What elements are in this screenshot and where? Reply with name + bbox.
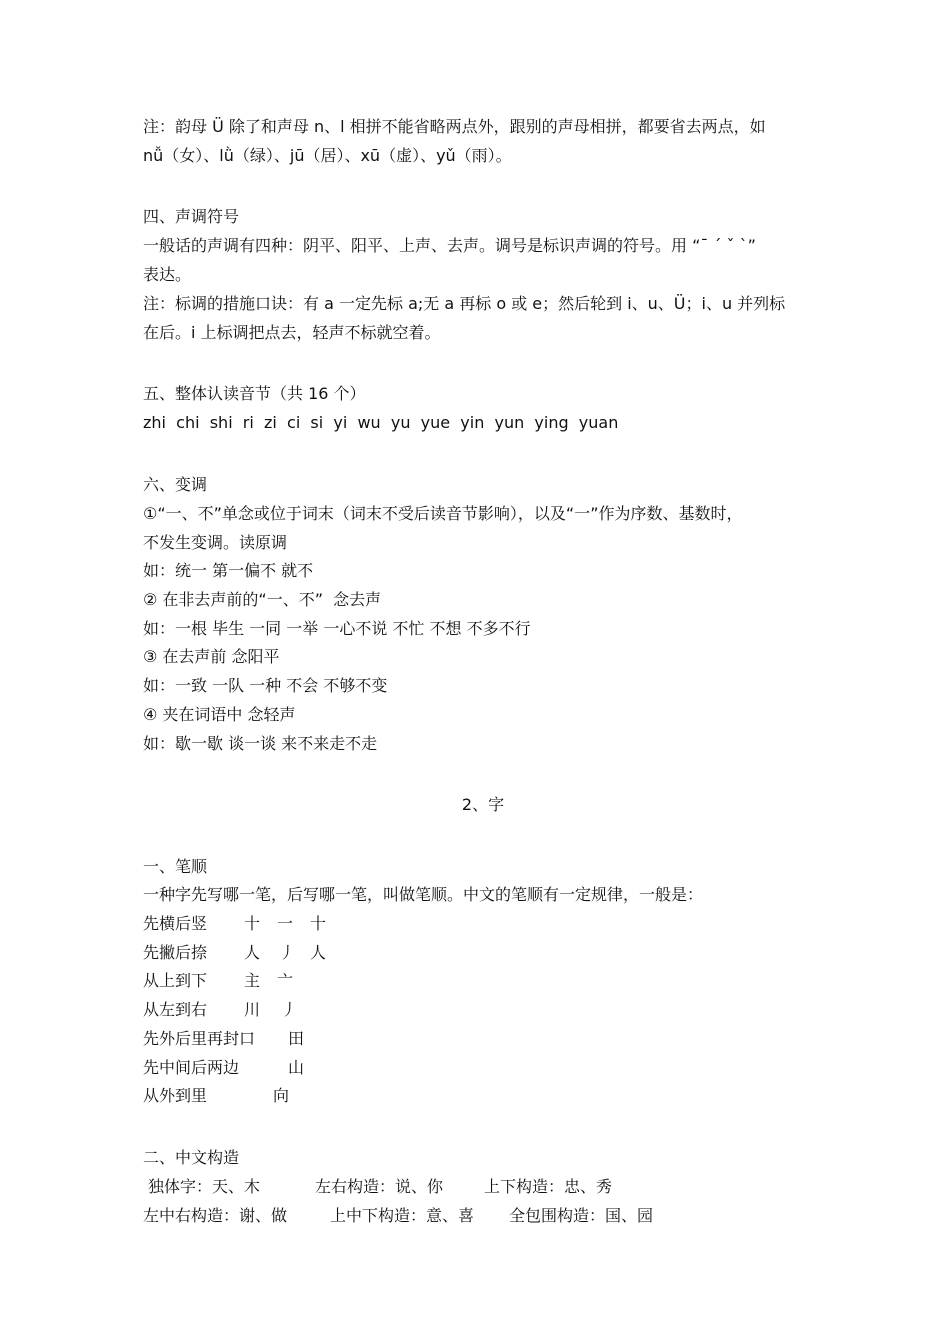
stroke-rule-char: 人 [244, 943, 261, 962]
stroke-rule-char: 十 [310, 914, 327, 933]
tone-sandhi-example-1: 如：统一 第一偏不 就不 [143, 561, 314, 580]
tone-sandhi-rule-2: ② 在非去声前的“一、不” 念去声 [143, 590, 382, 609]
tone-marks-text-1: 一般话的声调有四种：阴平、阳平、上声、去声。调号是标识声调的符号。用 “ˉ ˊ ˇ ˋ” [143, 236, 756, 255]
structure-item: 独体字：天、木 [148, 1177, 261, 1196]
stroke-rule-char: 丿 [281, 1000, 298, 1019]
tone-marks-heading: 四、声调符号 [143, 207, 240, 226]
stroke-rule-char: 丿 [279, 943, 296, 962]
tone-sandhi-rule-1-line-2: 不发生变调。读原调 [143, 533, 288, 552]
umlaut-note-line-1: 注：韵母 Ü 除了和声母 n、l 相拼不能省略两点外，跟别的声母相拼，都要省去两点，如 [143, 117, 766, 136]
chapter-title: 2、字 [461, 795, 505, 814]
stroke-rule-label: 先横后竖 [143, 914, 208, 933]
stroke-rule-char: 主 [244, 971, 261, 990]
stroke-rule-label: 从上到下 [143, 971, 208, 990]
stroke-rule-label: 先撇后捺 [143, 943, 208, 962]
stroke-order-intro: 一种字先写哪一笔，后写哪一笔，叫做笔顺。中文的笔顺有一定规律，一般是： [143, 885, 704, 904]
stroke-rule-char: 向 [273, 1086, 290, 1105]
structure-item: 上下构造：忠、秀 [484, 1177, 613, 1196]
tone-marks-text-2: 表达。 [143, 265, 192, 284]
stroke-rule-char: 亠 [277, 971, 294, 990]
tone-sandhi-heading: 六、变调 [143, 475, 208, 494]
stroke-rule-label: 从左到右 [143, 1000, 208, 1019]
tone-marks-note-1: 注：标调的措施口诀：有 a 一定先标 a;无 a 再标 o 或 e；然后轮到 i、u、Ü；i、u 并列标 [143, 294, 786, 313]
stroke-rule-label: 先中间后两边 [143, 1058, 240, 1077]
stroke-rule-char: 人 [310, 943, 327, 962]
structure-item: 上中下构造：意、喜 [330, 1206, 475, 1225]
tone-sandhi-rule-3: ③ 在去声前 念阳平 [143, 647, 280, 666]
stroke-rule-char: 一 [277, 914, 294, 933]
structure-item: 左中右构造：谢、做 [143, 1206, 288, 1225]
whole-syllables-list: zhi chi shi ri zi ci si yi wu yu yue yin yun ying yuan [143, 413, 619, 432]
structure-heading: 二、中文构造 [143, 1148, 240, 1167]
stroke-rule-char: 田 [288, 1029, 305, 1048]
stroke-rule-char: 十 [244, 914, 261, 933]
stroke-order-heading: 一、笔顺 [143, 857, 208, 876]
tone-marks-note-2: 在后。i 上标调把点去，轻声不标就空着。 [143, 323, 441, 342]
tone-sandhi-rule-1-line-1: ①“一、不”单念或位于词末（词末不受后读音节影响），以及“一”作为序数、基数时， [143, 504, 743, 523]
stroke-rule-label: 先外后里再封口 [143, 1029, 256, 1048]
tone-sandhi-example-2: 如：一根 毕生 一同 一举 一心不说 不忙 不想 不多不行 [143, 619, 531, 638]
umlaut-note-line-2: nǚ（女）、lǜ（绿）、jū（居）、xū（虚）、yǔ（雨）。 [143, 146, 512, 165]
stroke-rule-char: 川 [244, 1000, 261, 1019]
stroke-rule-char: 山 [288, 1058, 305, 1077]
stroke-rule-label: 从外到里 [143, 1086, 208, 1105]
tone-sandhi-example-4: 如：歇一歇 谈一谈 来不来走不走 [143, 734, 378, 753]
structure-item: 左右构造：说、你 [315, 1177, 444, 1196]
tone-sandhi-rule-4: ④ 夹在词语中 念轻声 [143, 705, 296, 724]
whole-syllables-heading: 五、整体认读音节（共 16 个） [143, 384, 366, 403]
tone-sandhi-example-3: 如：一致 一队 一种 不会 不够不变 [143, 676, 388, 695]
structure-item: 全包围构造：国、园 [509, 1206, 654, 1225]
